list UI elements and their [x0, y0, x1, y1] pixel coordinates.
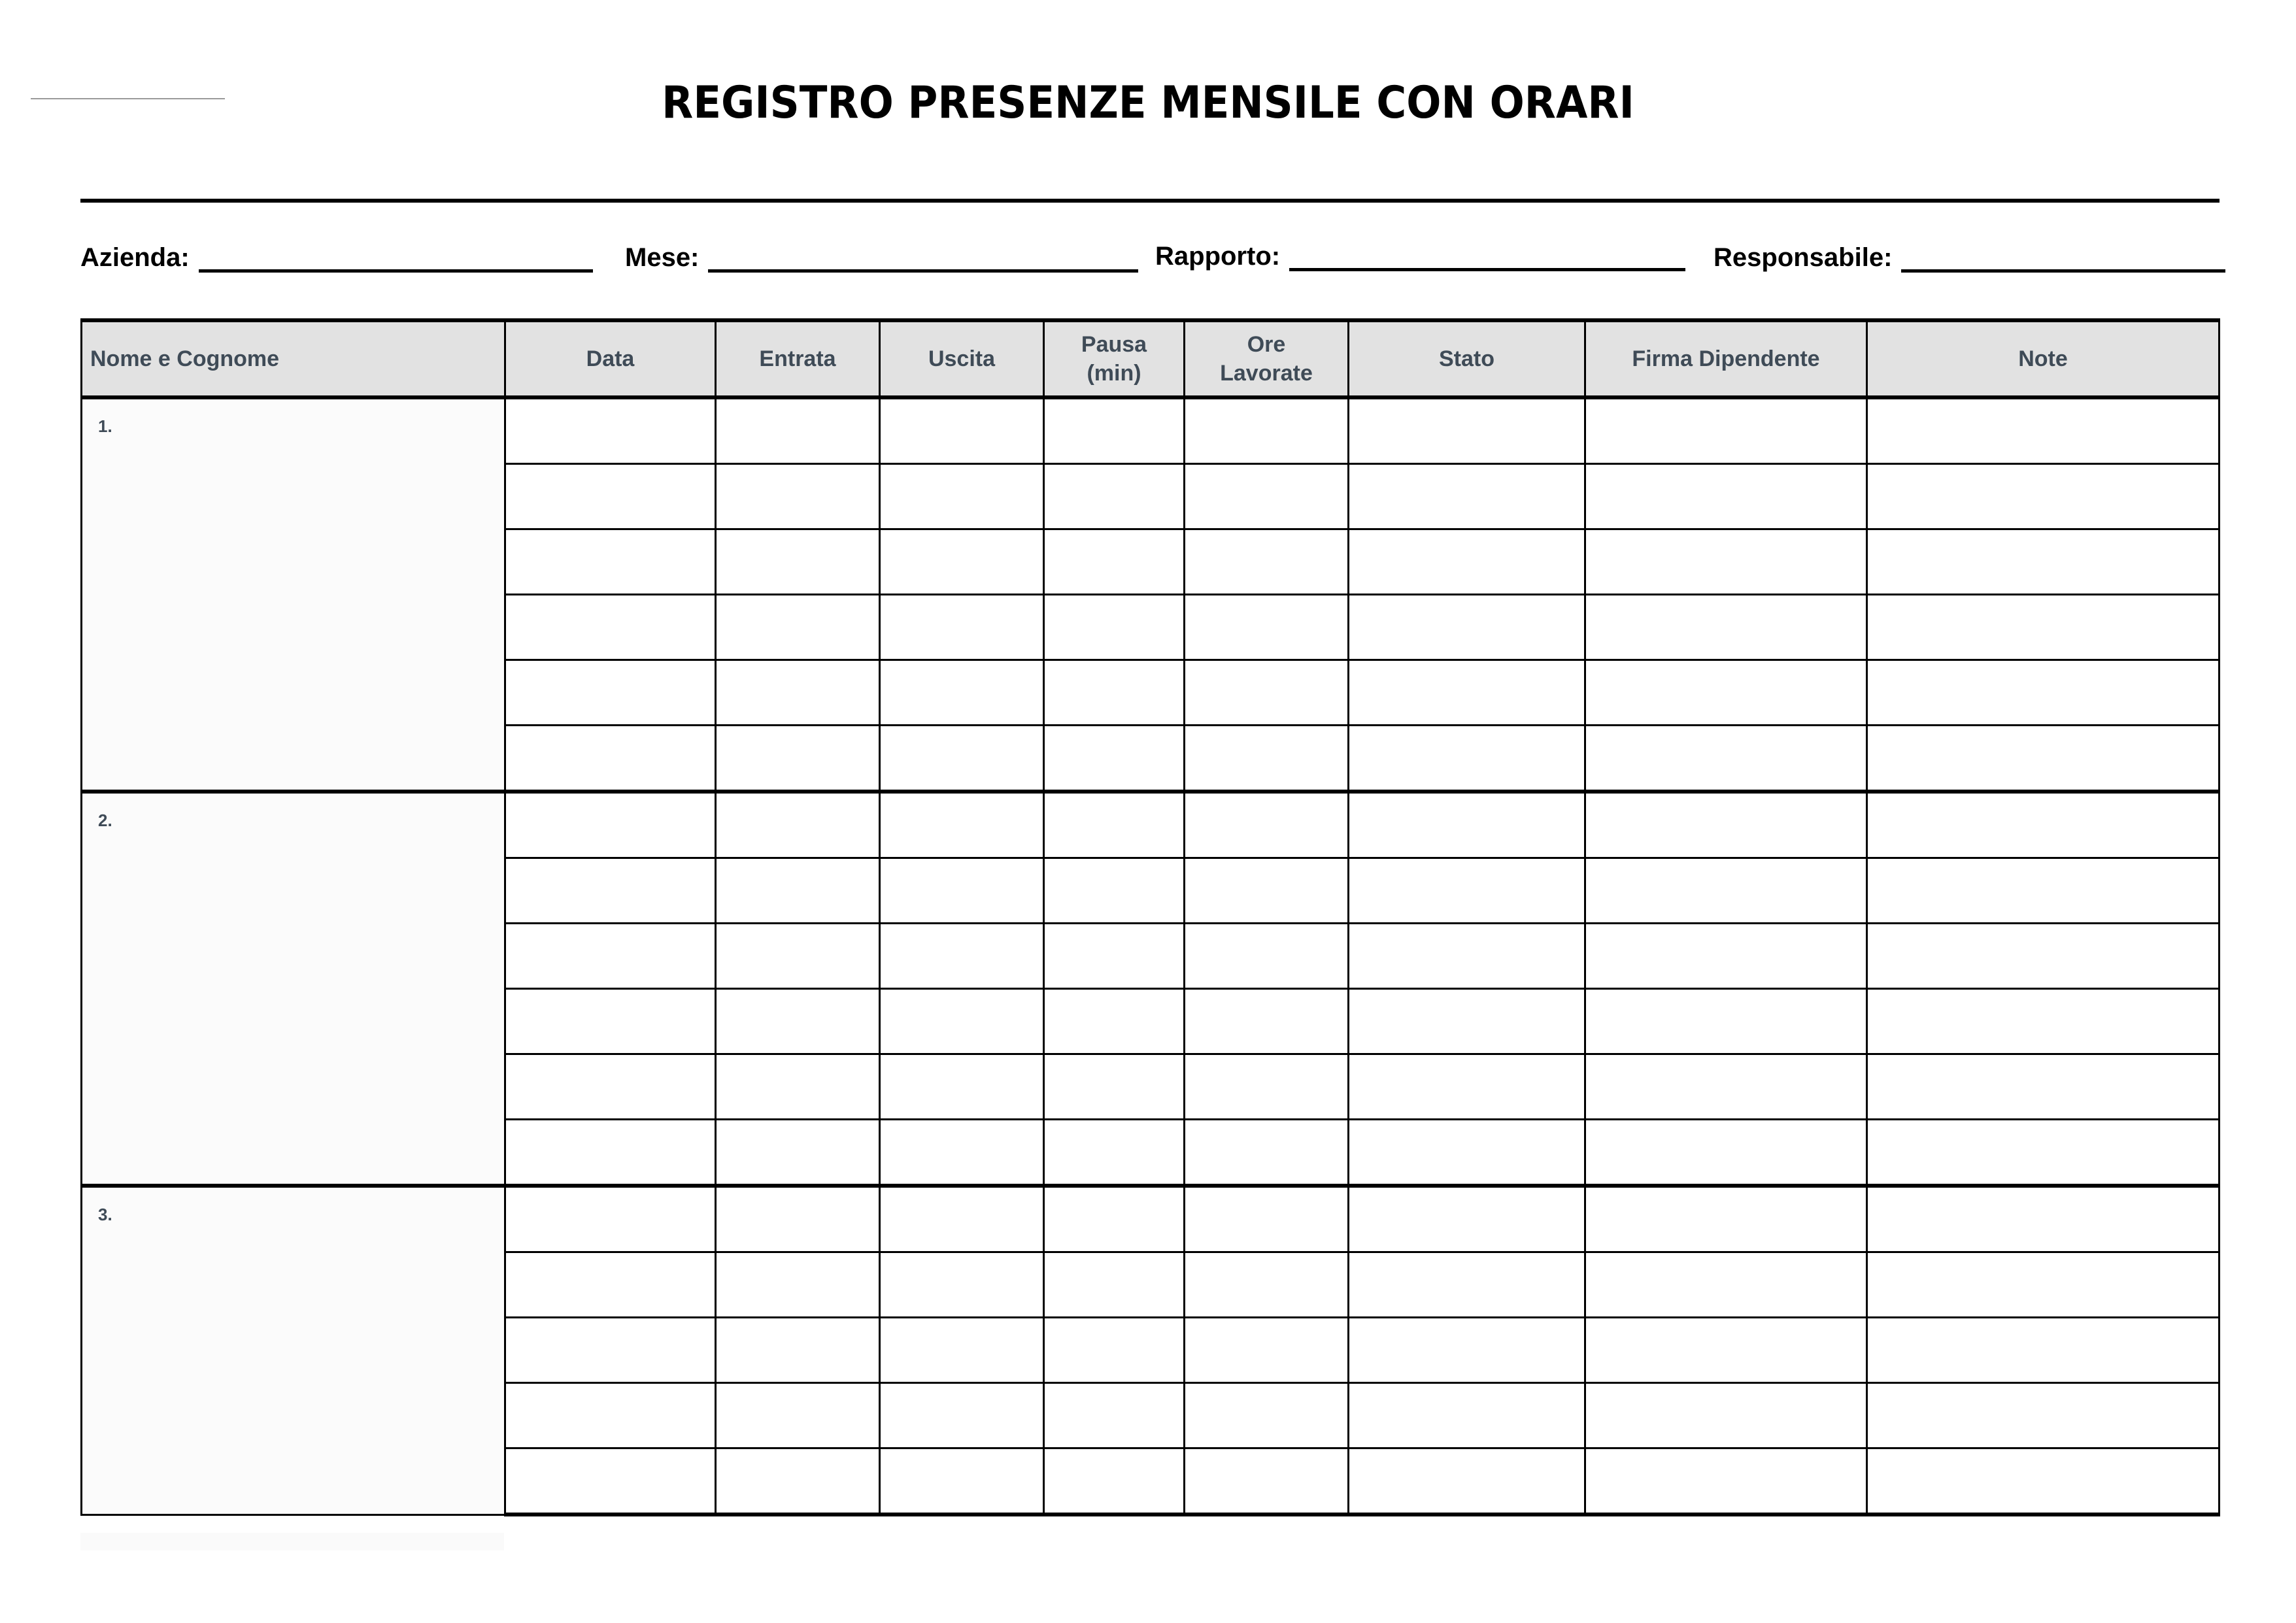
entrata-cell[interactable]: [716, 1054, 880, 1120]
note-cell[interactable]: [1867, 858, 2220, 924]
ore-lavorate-cell[interactable]: [1185, 660, 1349, 726]
note-cell[interactable]: [1867, 726, 2220, 792]
stato-cell[interactable]: [1349, 595, 1585, 660]
entrata-cell[interactable]: [716, 595, 880, 660]
pausa-cell[interactable]: [1044, 726, 1185, 792]
stato-cell[interactable]: [1349, 397, 1585, 464]
firma-cell[interactable]: [1585, 464, 1867, 529]
page-title: REGISTRO PRESENZE MENSILE CON ORARI: [662, 77, 1634, 129]
pausa-cell[interactable]: [1044, 1120, 1185, 1186]
uscita-cell[interactable]: [880, 1054, 1044, 1120]
stato-cell[interactable]: [1349, 464, 1585, 529]
title-divider: [80, 199, 2220, 203]
pausa-cell[interactable]: [1044, 595, 1185, 660]
note-cell[interactable]: [1867, 1318, 2220, 1383]
ore-lavorate-cell[interactable]: [1185, 1252, 1349, 1318]
firma-cell[interactable]: [1585, 792, 1867, 858]
entrata-cell[interactable]: [716, 397, 880, 464]
firma-cell[interactable]: [1585, 858, 1867, 924]
pausa-cell[interactable]: [1044, 1383, 1185, 1448]
pausa-cell[interactable]: [1044, 464, 1185, 529]
ore-lavorate-cell[interactable]: [1185, 1448, 1349, 1515]
data-cell[interactable]: [505, 792, 716, 858]
rapporto-input-line[interactable]: [1289, 239, 1685, 271]
stato-cell[interactable]: [1349, 726, 1585, 792]
data-cell[interactable]: [505, 529, 716, 595]
ore-lavorate-cell[interactable]: [1185, 529, 1349, 595]
employee-name-cell[interactable]: [82, 1186, 505, 1514]
entrata-cell[interactable]: [716, 660, 880, 726]
entrata-cell[interactable]: [716, 989, 880, 1054]
ore-lavorate-cell[interactable]: [1185, 792, 1349, 858]
data-cell[interactable]: [505, 726, 716, 792]
col-header-pausa: [1044, 320, 1185, 397]
uscita-cell[interactable]: [880, 792, 1044, 858]
entrata-cell[interactable]: [716, 792, 880, 858]
table-header-row: [82, 320, 2220, 397]
stato-cell[interactable]: [1349, 660, 1585, 726]
uscita-cell[interactable]: [880, 1318, 1044, 1383]
stato-cell[interactable]: [1349, 1383, 1585, 1448]
entrata-cell[interactable]: [716, 1383, 880, 1448]
field-mese: [625, 243, 1138, 273]
firma-cell[interactable]: [1585, 1448, 1867, 1515]
employee-number: 1.: [98, 416, 112, 436]
pausa-cell[interactable]: [1044, 1318, 1185, 1383]
firma-cell[interactable]: [1585, 529, 1867, 595]
ore-lavorate-cell[interactable]: [1185, 924, 1349, 989]
ore-lavorate-cell[interactable]: [1185, 397, 1349, 464]
pausa-cell[interactable]: [1044, 529, 1185, 595]
note-cell[interactable]: [1867, 1120, 2220, 1186]
note-cell[interactable]: [1867, 1383, 2220, 1448]
col-header-uscita: Uscita: [880, 320, 1044, 397]
employee-number: 2.: [98, 811, 112, 830]
ore-lavorate-cell[interactable]: [1185, 595, 1349, 660]
uscita-cell[interactable]: [880, 1186, 1044, 1252]
data-cell[interactable]: [505, 924, 716, 989]
firma-cell[interactable]: [1585, 1252, 1867, 1318]
data-cell[interactable]: [505, 464, 716, 529]
data-cell[interactable]: [505, 595, 716, 660]
data-cell[interactable]: [505, 858, 716, 924]
pausa-cell[interactable]: [1044, 989, 1185, 1054]
azienda-input-line[interactable]: [199, 243, 593, 273]
uscita-cell[interactable]: [880, 1252, 1044, 1318]
firma-cell[interactable]: [1585, 1186, 1867, 1252]
col-header-ore-lavorate: [1185, 320, 1349, 397]
stato-cell[interactable]: [1349, 1120, 1585, 1186]
stato-cell[interactable]: [1349, 858, 1585, 924]
data-cell[interactable]: [505, 1318, 716, 1383]
employee-name-cell[interactable]: [82, 397, 505, 792]
note-cell[interactable]: [1867, 924, 2220, 989]
data-cell[interactable]: [505, 1252, 716, 1318]
attendance-table: [80, 318, 2220, 1516]
col-header-nome: Nome e Cognome: [82, 320, 505, 397]
note-cell[interactable]: [1867, 1252, 2220, 1318]
uscita-cell[interactable]: [880, 464, 1044, 529]
uscita-cell[interactable]: [880, 858, 1044, 924]
firma-cell[interactable]: [1585, 1318, 1867, 1383]
stato-cell[interactable]: [1349, 1054, 1585, 1120]
uscita-cell[interactable]: [880, 726, 1044, 792]
col-header-entrata: Entrata: [716, 320, 880, 397]
pausa-cell[interactable]: [1044, 792, 1185, 858]
uscita-cell[interactable]: [880, 1383, 1044, 1448]
stato-cell[interactable]: [1349, 792, 1585, 858]
note-cell[interactable]: [1867, 660, 2220, 726]
col-header-firma: Firma Dipendente: [1585, 320, 1867, 397]
firma-cell[interactable]: [1585, 1120, 1867, 1186]
col-header-ore-line1: Ore: [1247, 332, 1286, 357]
uscita-cell[interactable]: [880, 924, 1044, 989]
note-cell[interactable]: [1867, 397, 2220, 464]
data-cell[interactable]: [505, 1120, 716, 1186]
note-cell[interactable]: [1867, 1186, 2220, 1252]
entrata-cell[interactable]: [716, 858, 880, 924]
entrata-cell[interactable]: [716, 1448, 880, 1515]
col-header-note: Note: [1867, 320, 2220, 397]
uscita-cell[interactable]: [880, 595, 1044, 660]
pausa-cell[interactable]: [1044, 660, 1185, 726]
firma-cell[interactable]: [1585, 660, 1867, 726]
note-cell[interactable]: [1867, 989, 2220, 1054]
employee-number: 3.: [98, 1205, 112, 1224]
ore-lavorate-cell[interactable]: [1185, 1186, 1349, 1252]
ore-lavorate-cell[interactable]: [1185, 989, 1349, 1054]
entrata-cell[interactable]: [716, 726, 880, 792]
field-azienda: [80, 243, 593, 273]
field-label-azienda: Azienda:: [80, 243, 190, 272]
col-header-stato: Stato: [1349, 320, 1585, 397]
pausa-cell[interactable]: [1044, 924, 1185, 989]
ore-lavorate-cell[interactable]: [1185, 464, 1349, 529]
data-cell[interactable]: [505, 1448, 716, 1515]
entrata-cell[interactable]: [716, 1120, 880, 1186]
ore-lavorate-cell[interactable]: [1185, 1054, 1349, 1120]
mese-input-line[interactable]: [708, 243, 1138, 273]
note-cell[interactable]: [1867, 529, 2220, 595]
responsabile-input-line[interactable]: [1901, 243, 2225, 273]
firma-cell[interactable]: [1585, 595, 1867, 660]
note-cell[interactable]: [1867, 792, 2220, 858]
col-header-pausa-line2: (min): [1087, 361, 1141, 386]
col-header-pausa-line1: Pausa: [1081, 332, 1147, 357]
ore-lavorate-cell[interactable]: [1185, 858, 1349, 924]
firma-cell[interactable]: [1585, 989, 1867, 1054]
employee-name-cell[interactable]: [82, 792, 505, 1186]
note-cell[interactable]: [1867, 595, 2220, 660]
table-row: [82, 397, 2220, 464]
stato-cell[interactable]: [1349, 989, 1585, 1054]
firma-cell[interactable]: [1585, 726, 1867, 792]
note-cell[interactable]: [1867, 1448, 2220, 1515]
field-responsabile: [1714, 243, 2225, 273]
pausa-cell[interactable]: [1044, 858, 1185, 924]
entrata-cell[interactable]: [716, 1252, 880, 1318]
col-header-data: Data: [505, 320, 716, 397]
firma-cell[interactable]: [1585, 397, 1867, 464]
ore-lavorate-cell[interactable]: [1185, 726, 1349, 792]
firma-cell[interactable]: [1585, 1383, 1867, 1448]
uscita-cell[interactable]: [880, 1448, 1044, 1515]
stato-cell[interactable]: [1349, 529, 1585, 595]
uscita-cell[interactable]: [880, 397, 1044, 464]
data-cell[interactable]: [505, 989, 716, 1054]
uscita-cell[interactable]: [880, 660, 1044, 726]
stato-cell[interactable]: [1349, 1318, 1585, 1383]
field-label-mese: Mese:: [625, 243, 700, 272]
ore-lavorate-cell[interactable]: [1185, 1383, 1349, 1448]
table-row: [82, 792, 2220, 858]
data-cell[interactable]: [505, 1054, 716, 1120]
field-label-responsabile: Responsabile:: [1714, 243, 1893, 272]
firma-cell[interactable]: [1585, 924, 1867, 989]
data-cell[interactable]: [505, 660, 716, 726]
data-cell[interactable]: [505, 397, 716, 464]
firma-cell[interactable]: [1585, 1054, 1867, 1120]
stato-cell[interactable]: [1349, 1252, 1585, 1318]
note-cell[interactable]: [1867, 464, 2220, 529]
shadow-strip: [80, 1533, 504, 1550]
pausa-cell[interactable]: [1044, 1054, 1185, 1120]
stato-cell[interactable]: [1349, 924, 1585, 989]
ore-lavorate-cell[interactable]: [1185, 1318, 1349, 1383]
uscita-cell[interactable]: [880, 1120, 1044, 1186]
pausa-cell[interactable]: [1044, 1186, 1185, 1252]
entrata-cell[interactable]: [716, 924, 880, 989]
entrata-cell[interactable]: [716, 464, 880, 529]
stato-cell[interactable]: [1349, 1448, 1585, 1515]
field-rapporto: [1155, 239, 1685, 271]
note-cell[interactable]: [1867, 1054, 2220, 1120]
entrata-cell[interactable]: [716, 1186, 880, 1252]
pausa-cell[interactable]: [1044, 1252, 1185, 1318]
pausa-cell[interactable]: [1044, 397, 1185, 464]
entrata-cell[interactable]: [716, 1318, 880, 1383]
uscita-cell[interactable]: [880, 529, 1044, 595]
data-cell[interactable]: [505, 1383, 716, 1448]
pausa-cell[interactable]: [1044, 1448, 1185, 1515]
table-row: [82, 1186, 2220, 1252]
uscita-cell[interactable]: [880, 989, 1044, 1054]
col-header-ore-line2: Lavorate: [1220, 361, 1313, 386]
entrata-cell[interactable]: [716, 529, 880, 595]
stato-cell[interactable]: [1349, 1186, 1585, 1252]
data-cell[interactable]: [505, 1186, 716, 1252]
ore-lavorate-cell[interactable]: [1185, 1120, 1349, 1186]
field-label-rapporto: Rapporto:: [1155, 242, 1281, 271]
